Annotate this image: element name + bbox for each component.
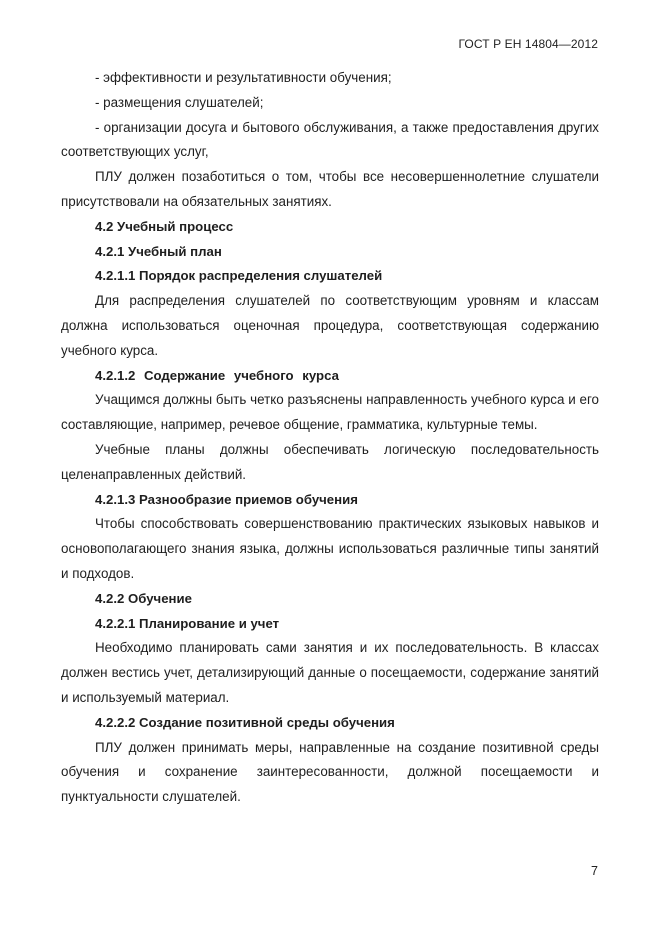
paragraph: Необходимо планировать сами занятия и их последовательность. В классах должен вестись учет, детализирующий данные о посещаемости, содержание занятий и используемый материал. <box>61 640 599 705</box>
section-heading: 4.2.2 Обучение <box>95 590 192 606</box>
list-item: - размещения слушателей; <box>95 94 264 110</box>
paragraph: Чтобы способствовать совершенствованию практических языковых навыков и основополагающего знания языка, должны использоваться различные типы занятий и подходов. <box>61 516 599 581</box>
section-heading: 4.2.1 Учебный план <box>95 243 222 259</box>
section-heading: 4.2.1.1 Порядок распределения слушателей <box>95 268 383 284</box>
paragraph: Учащимся должны быть четко разъяснены направленность учебного курса и его составляющие, например, речевое общение, грамматика, культурные темы. <box>61 392 599 433</box>
paragraph: Учебные планы должны обеспечивать логическую последовательность целенаправленных действий. <box>61 441 599 482</box>
paragraph: Для распределения слушателей по соответствующим уровням и классам должна использоваться оценочная процедура, соответствующая содержанию учебного курса. <box>61 293 599 358</box>
list-item: - эффективности и результативности обучения; <box>95 70 392 85</box>
page-body <box>61 66 599 810</box>
page-number: 7 <box>591 864 598 878</box>
list-item: - организации досуга и бытового обслуживания, а также предоставления других соответствующих услуг, <box>61 119 599 160</box>
section-heading: 4.2 Учебный процесс <box>95 218 234 234</box>
paragraph: ПЛУ должен позаботиться о том, чтобы все несовершеннолетние слушатели присутствовали на обязательных занятиях. <box>61 169 599 209</box>
section-heading-text: 4.2.1.2 Содержание учебного курса <box>95 367 339 383</box>
document-code: ГОСТ Р ЕН 14804—2012 <box>458 37 598 51</box>
paragraph: ПЛУ должен принимать меры, направленные на создание позитивной среды обучения и сохранение заинтересованности, должной посещаемости и пунктуальности слушателей. <box>61 739 599 805</box>
section-heading: 4.2.1.3 Разнообразие приемов обучения <box>95 491 358 507</box>
section-heading <box>61 364 599 389</box>
section-heading: 4.2.2.2 Создание позитивной среды обучения <box>95 714 395 730</box>
section-heading: 4.2.2.1 Планирование и учет <box>95 615 280 631</box>
